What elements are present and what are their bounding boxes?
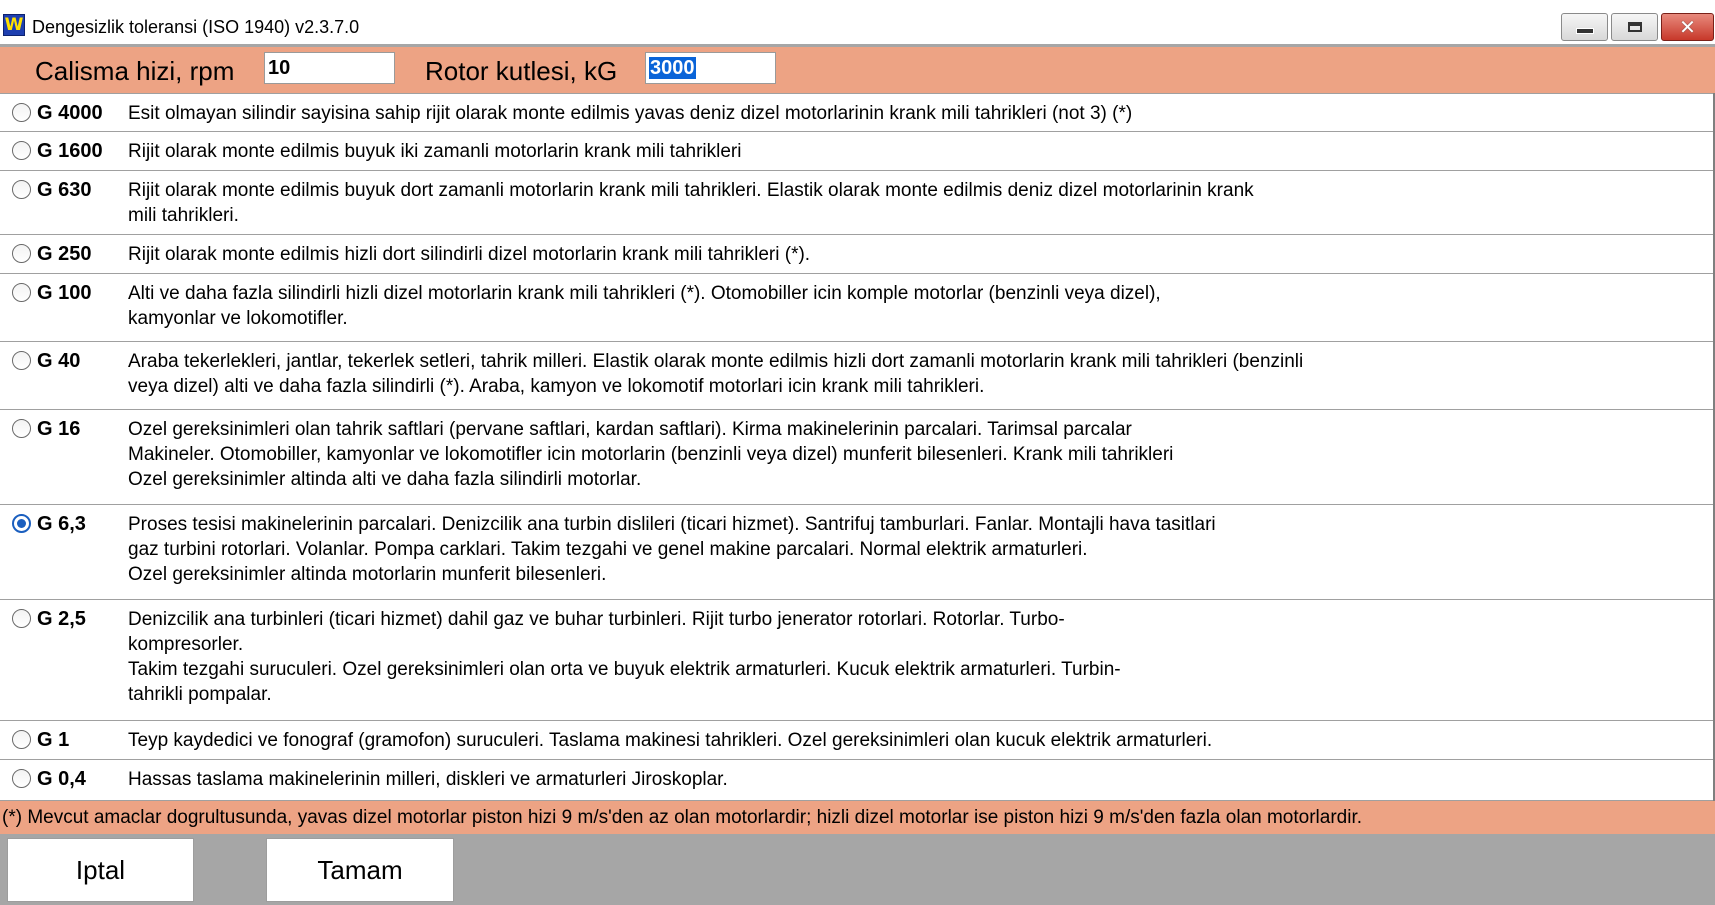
- grade-description: Denizcilik ana turbinleri (ticari hizmet) dahil gaz ve buhar turbinleri. Rijit turbo jenerator rotorlari. Rotorlar. Turbo- kompresorler. Takim tezgahi suruculeri. Ozel gereksinimleri olan orta ve buyuk elektrik armaturleri. Kucuk elektrik armaturleri. Turbin- tahrikli pompalar.: [128, 609, 1121, 705]
- radio-button[interactable]: [12, 609, 31, 628]
- grade-label: G 16: [37, 418, 81, 440]
- grade-description: Proses tesisi makinelerinin parcalari. Denizcilik ana turbin dislileri (ticari hizmet). Santrifuj tamburlari. Fanlar. Montajli hava tasitlari gaz turbini rotorlari. Volanlar. Pompa carklari. Takim tezgahi ve genel makine parcalari. Normal elektrik armaturleri. Ozel gereksinimler altinda motorlarin munferit bilesenleri.: [128, 514, 1216, 585]
- app-logo-letter: W: [4, 15, 24, 35]
- grade-label: G 250: [37, 243, 92, 265]
- grade-description: Araba tekerlekleri, jantlar, tekerlek setleri, tahrik milleri. Elastik olarak monte edilmis hizli dort zamanli motorlarin krank mili tahrikleri (benzinli veya dizel) alti ve daha fazla silindirli (*). Araba, kamyon ve lokomotif motorlari icin krank mili tahrikleri.: [128, 351, 1304, 397]
- ok-button[interactable]: Tamam: [266, 838, 454, 902]
- speed-label: Calisma hizi, rpm: [35, 56, 235, 86]
- mass-input-value: 3000: [650, 57, 695, 79]
- minimize-button[interactable]: [1561, 13, 1608, 41]
- grade-option-row[interactable]: [0, 760, 1713, 801]
- mass-label: Rotor kutlesi, kG: [425, 56, 618, 86]
- grade-option-row[interactable]: [0, 93, 1713, 132]
- radio-button-selected[interactable]: [12, 514, 31, 533]
- radio-button[interactable]: [12, 730, 31, 749]
- grade-description: Rijit olarak monte edilmis buyuk dort zamanli motorlarin krank mili tahrikleri. Elastik olarak monte edilmis deniz dizel motorlarinin krank mili tahrikleri.: [128, 180, 1254, 226]
- grade-label: G 6,3: [37, 513, 86, 535]
- cancel-button[interactable]: Iptal: [7, 838, 194, 902]
- title-bar: [0, 0, 1715, 44]
- radio-button[interactable]: [12, 180, 31, 199]
- grade-option-row[interactable]: [0, 342, 1713, 410]
- grade-description: Teyp kaydedici ve fonograf (gramofon) suruculeri. Taslama makinesi tahrikleri. Ozel gereksinimleri olan kucuk elektrik armaturleri.: [128, 730, 1213, 751]
- grade-description: Rijit olarak monte edilmis buyuk iki zamanli motorlarin krank mili tahrikleri: [128, 141, 742, 162]
- grade-description: Ozel gereksinimleri olan tahrik saftlari (pervane saftlari, kardan saftlari). Kirma makinelerinin parcalari. Tarimsal parcalar Makineler. Otomobiller, kamyonlar ve lokomotifler icin motorlarin (benzinli veya dizel) munferit bilesenleri. Krank mili tahrikleri Ozel gereksinimler altinda alti ve daha fazla silindirli motorlar.: [128, 419, 1174, 490]
- mass-input[interactable]: [645, 52, 776, 84]
- grade-option-row[interactable]: [0, 274, 1713, 342]
- grade-description: Rijit olarak monte edilmis hizli dort silindirli dizel motorlarin krank mili tahrikleri (*).: [128, 244, 811, 265]
- grade-label: G 4000: [37, 102, 103, 124]
- grade-label: G 1: [37, 729, 70, 751]
- maximize-icon: [1628, 22, 1642, 32]
- grade-label: G 100: [37, 282, 92, 304]
- maximize-button[interactable]: [1611, 13, 1658, 41]
- radio-button[interactable]: [12, 283, 31, 302]
- radio-button[interactable]: [12, 244, 31, 263]
- grade-label: G 630: [37, 179, 92, 201]
- grade-option-row[interactable]: [0, 410, 1713, 505]
- app-logo-icon[interactable]: [3, 14, 25, 36]
- radio-button[interactable]: [12, 769, 31, 788]
- grade-description: Hassas taslama makinelerinin milleri, diskleri ve armaturleri Jiroskoplar.: [128, 769, 728, 790]
- grade-option-row[interactable]: [0, 600, 1713, 721]
- input-bar: [0, 47, 1715, 93]
- grade-option-row[interactable]: [0, 721, 1713, 760]
- grade-label: G 1600: [37, 140, 103, 162]
- grade-option-row[interactable]: [0, 235, 1713, 274]
- radio-button[interactable]: [12, 351, 31, 370]
- grade-label: G 0,4: [37, 768, 86, 790]
- balance-grade-list: [0, 93, 1715, 801]
- grade-description: Esit olmayan silindir sayisina sahip rijit olarak monte edilmis yavas deniz dizel motorlarinin krank mili tahrikleri (not 3) (*): [128, 103, 1133, 124]
- grade-label: G 40: [37, 350, 81, 372]
- radio-button[interactable]: [12, 141, 31, 160]
- close-icon: ✕: [1679, 15, 1696, 39]
- radio-button[interactable]: [12, 103, 31, 122]
- grade-option-row[interactable]: [0, 505, 1713, 600]
- window-title: Dengesizlik toleransi (ISO 1940) v2.3.7.0: [32, 17, 360, 37]
- close-button[interactable]: [1661, 13, 1714, 41]
- speed-input[interactable]: [264, 52, 395, 84]
- radio-button[interactable]: [12, 419, 31, 438]
- grade-option-row[interactable]: [0, 171, 1713, 235]
- grade-description: Alti ve daha fazla silindirli hizli dizel motorlarin krank mili tahrikleri (*). Otomobiller icin komple motorlar (benzinli veya dizel), kamyonlar ve lokomotifler.: [128, 283, 1161, 329]
- speed-input-value: 10: [268, 57, 291, 79]
- grade-label: G 2,5: [37, 608, 86, 630]
- footnote: (*) Mevcut amaclar dogrultusunda, yavas dizel motorlar piston hizi 9 m/s'den az olan motorlardir; hizli dizel motorlar ise piston hizi 9 m/s'den fazla olan motorlardir.: [0, 801, 1715, 834]
- grade-option-row[interactable]: [0, 132, 1713, 171]
- minimize-icon: [1576, 28, 1594, 34]
